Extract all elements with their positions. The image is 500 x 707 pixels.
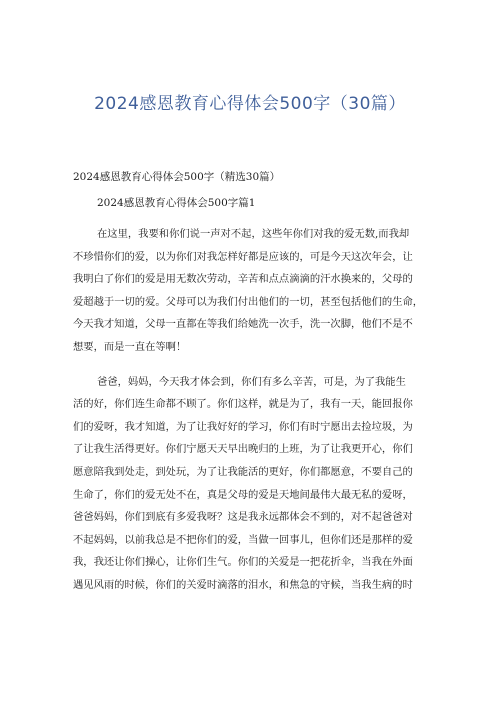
text-line: 活的好，你们连生命都不顾了。你们这样，就是为了，我有一天，能回报你 (73, 398, 413, 411)
text-line: 我，我还让你们操心，让你们生气。你们的关爱是一把花折伞，当我在外面 (73, 556, 413, 569)
text-line: 今天我才知道，父母一直都在等我们给她洗一次手，洗一次脚，他们不是不 (73, 318, 413, 331)
text-line: 不起妈妈，以前我总是不把你们的爱，当做一回事儿，但你们还是那样的爱 (73, 533, 413, 546)
paragraph-1 (73, 223, 433, 359)
text-line: 我明白了你们的爱是用无数次劳动，辛苦和点点滴滴的汗水换来的，父母的 (73, 273, 413, 286)
text-line: 遇见风雨的时候，你们的关爱时滴落的泪水，和焦急的守候，当我生病的时 (73, 578, 413, 591)
text-line: 在这里，我要和你们说一声对不起，这些年你们对我的爱无数,而我却 (97, 228, 410, 240)
article-body (73, 223, 433, 609)
text-line: 爸爸妈妈，你们到底有多爱我呀？这是我永远都体会不到的，对不起爸爸对 (73, 511, 413, 524)
section-heading: 2024感恩教育心得体会500字篇1 (97, 197, 256, 209)
text-line: 们的爱呀，我才知道，为了让我好好的学习，你们有时宁愿出去捡垃圾，为 (73, 420, 413, 433)
document-subtitle: 2024感恩教育心得体会500字（精选30篇） (73, 171, 281, 183)
text-line: 了让我生活得更好。你们宁愿天天早出晚归的上班，为了让我更开心，你们 (73, 443, 413, 456)
document-title: 2024感恩教育心得体会500字（30篇） (94, 94, 406, 114)
text-line: 不珍惜你们的爱，以为你们对我怎样好都是应该的，可是今天这次年会，让 (73, 250, 413, 263)
text-line: 愿意陪我到处走，到处玩，为了让我能活的更好，你们都愿意，不要自己的 (73, 465, 413, 478)
paragraph-2 (73, 371, 433, 597)
text-line: 爸爸，妈妈，今天我才体会到，你们有多么辛苦，可是，为了我能生 (97, 375, 406, 388)
text-line: 爱超越于一切的爱。父母可以为我们付出他们的一切，甚至包括他们的生命， (73, 295, 424, 308)
text-line: 生命了，你们的爱无处不在，真是父母的爱是天地间最伟大最无私的爱呀， (73, 488, 413, 501)
text-line: 想要，而是一直在等啊！ (73, 340, 187, 353)
